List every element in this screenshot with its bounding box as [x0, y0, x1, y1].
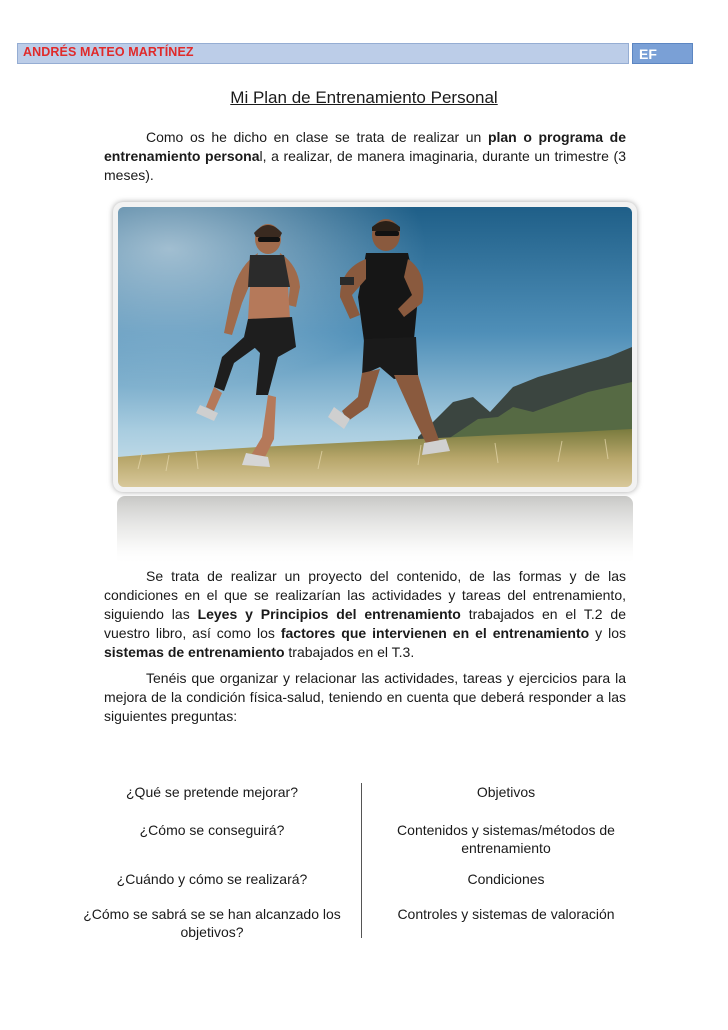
answer-1: Objetivos: [476, 784, 536, 800]
p2-bold-2: factores que intervienen en el entrenamiento: [280, 625, 590, 641]
answer-3: Condiciones: [467, 871, 545, 887]
reflection-gradient: [113, 496, 637, 566]
author-name: ANDRÉS MATEO MARTÍNEZ: [23, 45, 194, 59]
answer-2: Contenidos y sistemas/métodos de entrenamiento: [397, 822, 615, 856]
p2-text-1: Se trata de realizar un proyecto del contenido, de las formas y de las condiciones en el que se realizarían las actividades y tareas del entrenamiento, siguiendo las: [104, 568, 626, 622]
page-header: [17, 43, 693, 64]
p2-bold-3: sistemas de entrenamiento: [104, 644, 285, 660]
intro-text-2: l, a realizar, de manera imaginaria, durante un trimestre (3 meses).: [104, 148, 626, 183]
question-4: ¿Cómo se sabrá se se han alcanzado los objetivos?: [83, 906, 341, 940]
organize-paragraph: [104, 669, 626, 726]
subject-tag: EF: [632, 43, 693, 64]
photo-reflection: [113, 496, 637, 566]
p3-text: Tenéis que organizar y relacionar las actividades, tareas y ejercicios para la mejora de la condición física-salud, teniendo en cuenta que deberá responder a las siguientes preguntas:: [104, 670, 626, 724]
intro-paragraph: [104, 128, 626, 185]
question-3: ¿Cuándo y cómo se realizará?: [116, 871, 308, 887]
question-divider: [361, 783, 362, 938]
document-title: Mi Plan de Entrenamiento Personal: [230, 88, 498, 107]
intro-bold-1: plan o programa de entrenamiento persona: [104, 129, 626, 164]
photo-image: [118, 207, 632, 487]
runners-illustration: [118, 207, 632, 487]
question-2: ¿Cómo se conseguirá?: [139, 822, 285, 838]
intro-text-1: Como os he dicho en clase se trata de realizar un: [146, 129, 488, 145]
p2-text-2: trabajados en el T.2 de vuestro libro, así como los: [104, 606, 626, 641]
p2-bold-1: Leyes y Principios del entrenamiento: [197, 606, 461, 622]
question-1: ¿Qué se pretende mejorar?: [126, 784, 298, 800]
project-paragraph: [104, 567, 626, 662]
runners-photo: [113, 202, 637, 492]
answer-4: Controles y sistemas de valoración: [397, 906, 615, 922]
p2-text-3: y los: [589, 625, 626, 641]
p2-text-4: trabajados en el T.3.: [284, 644, 415, 660]
